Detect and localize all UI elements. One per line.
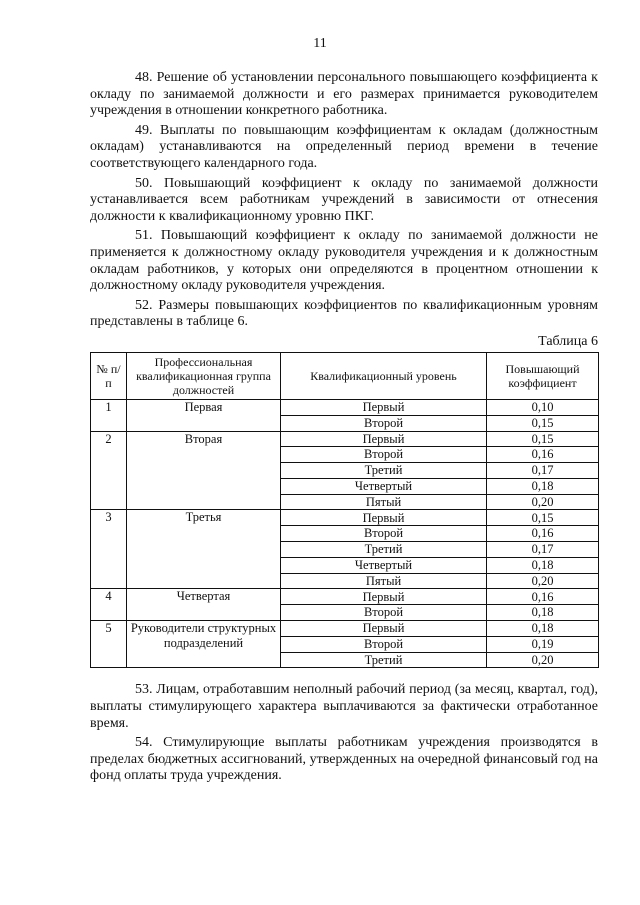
level-cell: Первый [281, 431, 487, 447]
group-name: Руководители структурных подразделений [127, 621, 281, 668]
coef-cell: 0,17 [487, 463, 599, 479]
document-body [90, 70, 598, 788]
coef-cell: 0,20 [487, 652, 599, 668]
coef-cell: 0,16 [487, 589, 599, 605]
coef-cell: 0,18 [487, 621, 599, 637]
coefficient-table [90, 352, 599, 669]
level-cell: Второй [281, 605, 487, 621]
coef-cell: 0,15 [487, 415, 599, 431]
level-cell: Второй [281, 447, 487, 463]
group-num: 1 [91, 399, 127, 431]
table-row [91, 510, 599, 526]
level-cell: Четвертый [281, 557, 487, 573]
group-num: 2 [91, 431, 127, 510]
table-row [91, 431, 599, 447]
group-name: Первая [127, 399, 281, 431]
level-cell: Первый [281, 589, 487, 605]
paragraph-48: 48. Решение об установлении персонального повышающего коэффициента к окладу по занимаемой должности и его размерах принимается руководителем учреждения в отношении конкретного работника. [90, 70, 598, 119]
header-level: Квалификационный уровень [281, 352, 487, 399]
coef-cell: 0,20 [487, 573, 599, 589]
table-caption: Таблица 6 [538, 333, 598, 349]
level-cell: Третий [281, 463, 487, 479]
coef-cell: 0,18 [487, 605, 599, 621]
level-cell: Пятый [281, 494, 487, 510]
level-cell: Первый [281, 399, 487, 415]
table-row [91, 621, 599, 637]
coef-cell: 0,17 [487, 542, 599, 558]
group-name: Четвертая [127, 589, 281, 621]
paragraph-50: 50. Повышающий коэффициент к окладу по занимаемой должности устанавливается всем работникам учреждений в зависимости от отнесения должности к квалификационному уровню ПКГ. [90, 175, 598, 224]
group-name: Вторая [127, 431, 281, 510]
group-name: Третья [127, 510, 281, 589]
page-number: 11 [313, 36, 327, 51]
group-num: 4 [91, 589, 127, 621]
table-row [91, 589, 599, 605]
group-num: 3 [91, 510, 127, 589]
coef-cell: 0,19 [487, 636, 599, 652]
coef-cell: 0,10 [487, 399, 599, 415]
level-cell: Второй [281, 415, 487, 431]
level-cell: Четвертый [281, 478, 487, 494]
header-coef: Повышающий коэффициент [487, 352, 599, 399]
level-cell: Третий [281, 652, 487, 668]
coef-cell: 0,16 [487, 526, 599, 542]
paragraph-54: 54. Стимулирующие выплаты работникам учреждения производятся в пределах бюджетных ассигнований, утвержденных на очередной финансовый год на фонд оплаты труда учреждения. [90, 735, 598, 784]
level-cell: Третий [281, 542, 487, 558]
paragraph-53: 53. Лицам, отработавшим неполный рабочий период (за месяц, квартал, год), выплаты стимулирующего характера выплачиваются за фактически отработанное время. [90, 682, 598, 731]
coef-cell: 0,20 [487, 494, 599, 510]
group-num: 5 [91, 621, 127, 668]
level-cell: Первый [281, 510, 487, 526]
level-cell: Второй [281, 526, 487, 542]
level-cell: Второй [281, 636, 487, 652]
level-cell: Пятый [281, 573, 487, 589]
level-cell: Первый [281, 621, 487, 637]
paragraph-49: 49. Выплаты по повышающим коэффициентам к окладам (должностным окладам) устанавливаются на определенный период времени в течение соответствующего календарного года. [90, 122, 598, 171]
paragraph-52: 52. Размеры повышающих коэффициентов по квалификационным уровням представлены в таблице 6. [90, 297, 598, 330]
coef-cell: 0,15 [487, 510, 599, 526]
coef-cell: 0,18 [487, 478, 599, 494]
table-row [91, 399, 599, 415]
header-group: Профессиональная квалификационная группа должностей [127, 352, 281, 399]
coef-cell: 0,15 [487, 431, 599, 447]
paragraph-51: 51. Повышающий коэффициент к окладу по занимаемой должности не применяется к должностному окладу руководителя учреждения и к должностным окладам работников, у которых они определяются в процентном отношении к должностному окладу руководителя учреждения. [90, 228, 598, 294]
coef-cell: 0,16 [487, 447, 599, 463]
coef-cell: 0,18 [487, 557, 599, 573]
header-num: № п/п [91, 352, 127, 399]
table-header-row [91, 352, 599, 399]
